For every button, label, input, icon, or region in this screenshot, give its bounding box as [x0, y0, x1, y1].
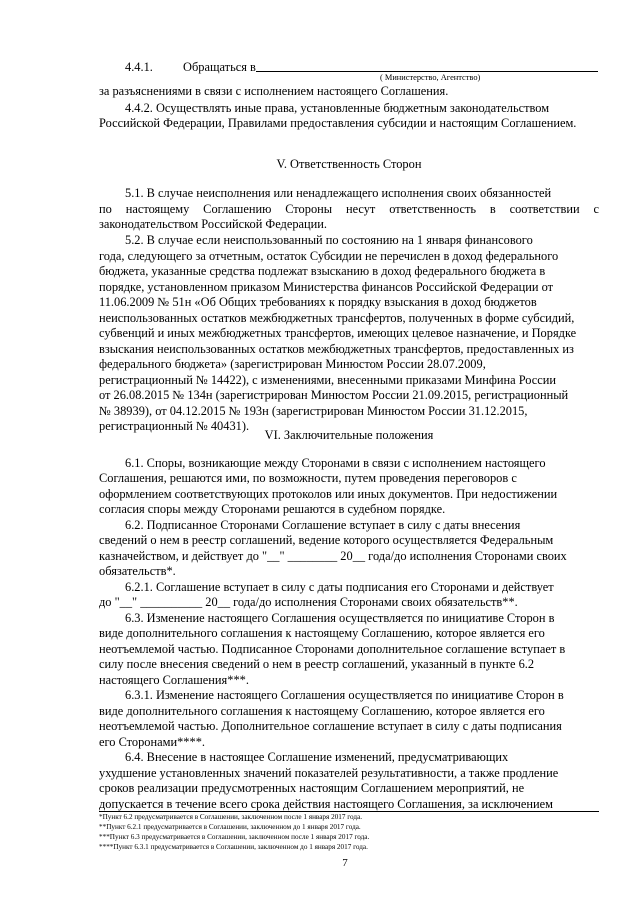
section-6-title: VI. Заключительные положения — [264, 428, 434, 442]
footnote: *Пункт 6.2 предусматривается в Соглашении, заключенном после 1 января 2017 года. — [99, 813, 363, 821]
clause-63-line: 6.3. Изменение настоящего Соглашения осуществляется по инициативе Сторон в — [125, 611, 555, 625]
clause-52-line: субвенций и иных межбюджетных трансфертов, имеющих целевое назначение, и Порядке — [99, 326, 577, 340]
fill-in-line — [256, 71, 598, 72]
clause-62-line: 6.2. Подписанное Сторонами Соглашение вступает в силу с даты внесения — [125, 518, 521, 532]
clause-64-line: 6.4. Внесение в настоящее Соглашение изменений, предусматривающих — [125, 750, 509, 764]
clause-621-line: до "__" __________ 20__ года/до исполнения Сторонами своих обязательств**. — [99, 595, 518, 609]
clause-52-line: от 26.08.2015 № 134н (зарегистрирован Минюстом России 21.09.2015, регистрационный — [99, 388, 569, 402]
clause-63-line: настоящего Соглашения***. — [99, 673, 249, 687]
clause-51-line: по настоящему Соглашению Стороны несут ответственность в соответствии с — [99, 202, 599, 216]
clause-63-line: виде дополнительного соглашения к настоящему Соглашению, которое является его — [99, 626, 545, 640]
clause-442-line: 4.4.2. Осуществлять иные права, установленные бюджетным законодательством — [125, 101, 550, 115]
clause-64-line: допускается в течение всего срока действия настоящего Соглашения, за исключением — [99, 797, 553, 811]
section-5-title: V. Ответственность Сторон — [276, 157, 422, 171]
clause-62-line: обязательств*. — [99, 564, 176, 578]
clause-61-line: Соглашения, решаются ими, по возможности, путем проведения переговоров с — [99, 471, 517, 485]
clause-52-line: 5.2. В случае если неиспользованный по состоянию на 1 января финансового — [125, 233, 533, 247]
clause-62-line: казначейством, и действует до "__" ________ 20__ года/до исполнения Сторонами своих — [99, 549, 567, 563]
clause-52-line: регистрационный № 40431). — [99, 419, 250, 433]
clause-52-line: № 38939), от 04.12.2015 № 193н (зарегистрирован Минюстом России 31.12.2015, — [99, 404, 528, 418]
clause-631-line: неотъемлемой частью. Дополнительное соглашение вступает в силу с даты подписания — [99, 719, 562, 733]
footnote: ****Пункт 6.3.1 предусматривается в Соглашении, заключенном до 1 января 2017 года. — [99, 843, 368, 851]
clause-52-line: регистрационный № 14422), с изменениями, внесенными приказами Минфина России — [99, 373, 557, 387]
clause-61-line: согласия споры между Сторонами решаются в судебном порядке. — [99, 502, 446, 516]
page-number: 7 — [342, 857, 348, 869]
clause-631-line: его Сторонами****. — [99, 735, 205, 749]
clause-52-line: года, следующего за отчетным, остаток Субсидии не перечислен в доход федерального — [99, 249, 559, 263]
clause-63-line: силу после внесения сведений о нем в реестр соглашений, указанный в пункте 6.2 — [99, 657, 535, 671]
clause-61-line: 6.1. Споры, возникающие между Сторонами в связи с исполнением настоящего — [125, 456, 546, 470]
clause-52-line: федерального бюджета» (зарегистрирован Минюстом России 28.07.2009, — [99, 357, 486, 371]
clause-64-line: ухудшение установленных значений показателей результативности, а также продление — [99, 766, 559, 780]
clause-64-line: сроков реализации предусмотренных настоящим Соглашением мероприятий, не — [99, 781, 525, 795]
clause-52-line: бюджета, указанные средства подлежат взысканию в доход федерального бюджета в — [99, 264, 546, 278]
footnote: ***Пункт 6.3 предусматривается в Соглашении, заключенном после 1 января 2017 года. — [99, 833, 370, 841]
clause-621-line: 6.2.1. Соглашение вступает в силу с даты подписания его Сторонами и действует — [125, 580, 554, 594]
clause-631-line: виде дополнительного соглашения к настоящему Соглашению, которое является его — [99, 704, 545, 718]
footnote: **Пункт 6.2.1 предусматривается в Соглашении, заключенном до 1 января 2017 года. — [99, 823, 361, 831]
clause-441-number: 4.4.1. — [125, 60, 153, 74]
clause-441-continuation: за разъяснениями в связи с исполнением настоящего Соглашения. — [99, 84, 449, 98]
clause-52-line: неиспользованных остатков межбюджетных трансфертов, полученных в форме субсидий, — [99, 311, 575, 325]
footnote-separator — [99, 811, 599, 812]
clause-631-line: 6.3.1. Изменение настоящего Соглашения осуществляется по инициативе Сторон в — [125, 688, 564, 702]
clause-52-line: порядке, установленном приказом Министерства финансов Российской Федерации от — [99, 280, 554, 294]
clause-61-line: оформлением соответствующих протоколов или иных документов. При недостижении — [99, 487, 558, 501]
clause-52-line: взыскания неиспользованных остатков межбюджетных трансфертов, предоставленных из — [99, 342, 574, 356]
clause-442-line: Российской Федерации, Правилами предоставления субсидии и настоящим Соглашением. — [99, 116, 577, 130]
clause-441-text: Обращаться в — [183, 60, 256, 74]
clause-51-line: 5.1. В случае неисполнения или ненадлежащего исполнения своих обязанностей — [125, 186, 552, 200]
clause-62-line: сведений о нем в реестр соглашений, ведение которого осуществляется Федеральным — [99, 533, 554, 547]
clause-52-line: 11.06.2009 № 51н «Об Общих требованиях к порядку взыскания в доход бюджетов — [99, 295, 537, 309]
fill-in-caption: ( Министерство, Агентство) — [380, 73, 481, 82]
clause-63-line: неотъемлемой частью. Подписанное Сторонами дополнительное соглашение вступает в — [99, 642, 566, 656]
clause-51-line: законодательством Российской Федерации. — [99, 217, 328, 231]
